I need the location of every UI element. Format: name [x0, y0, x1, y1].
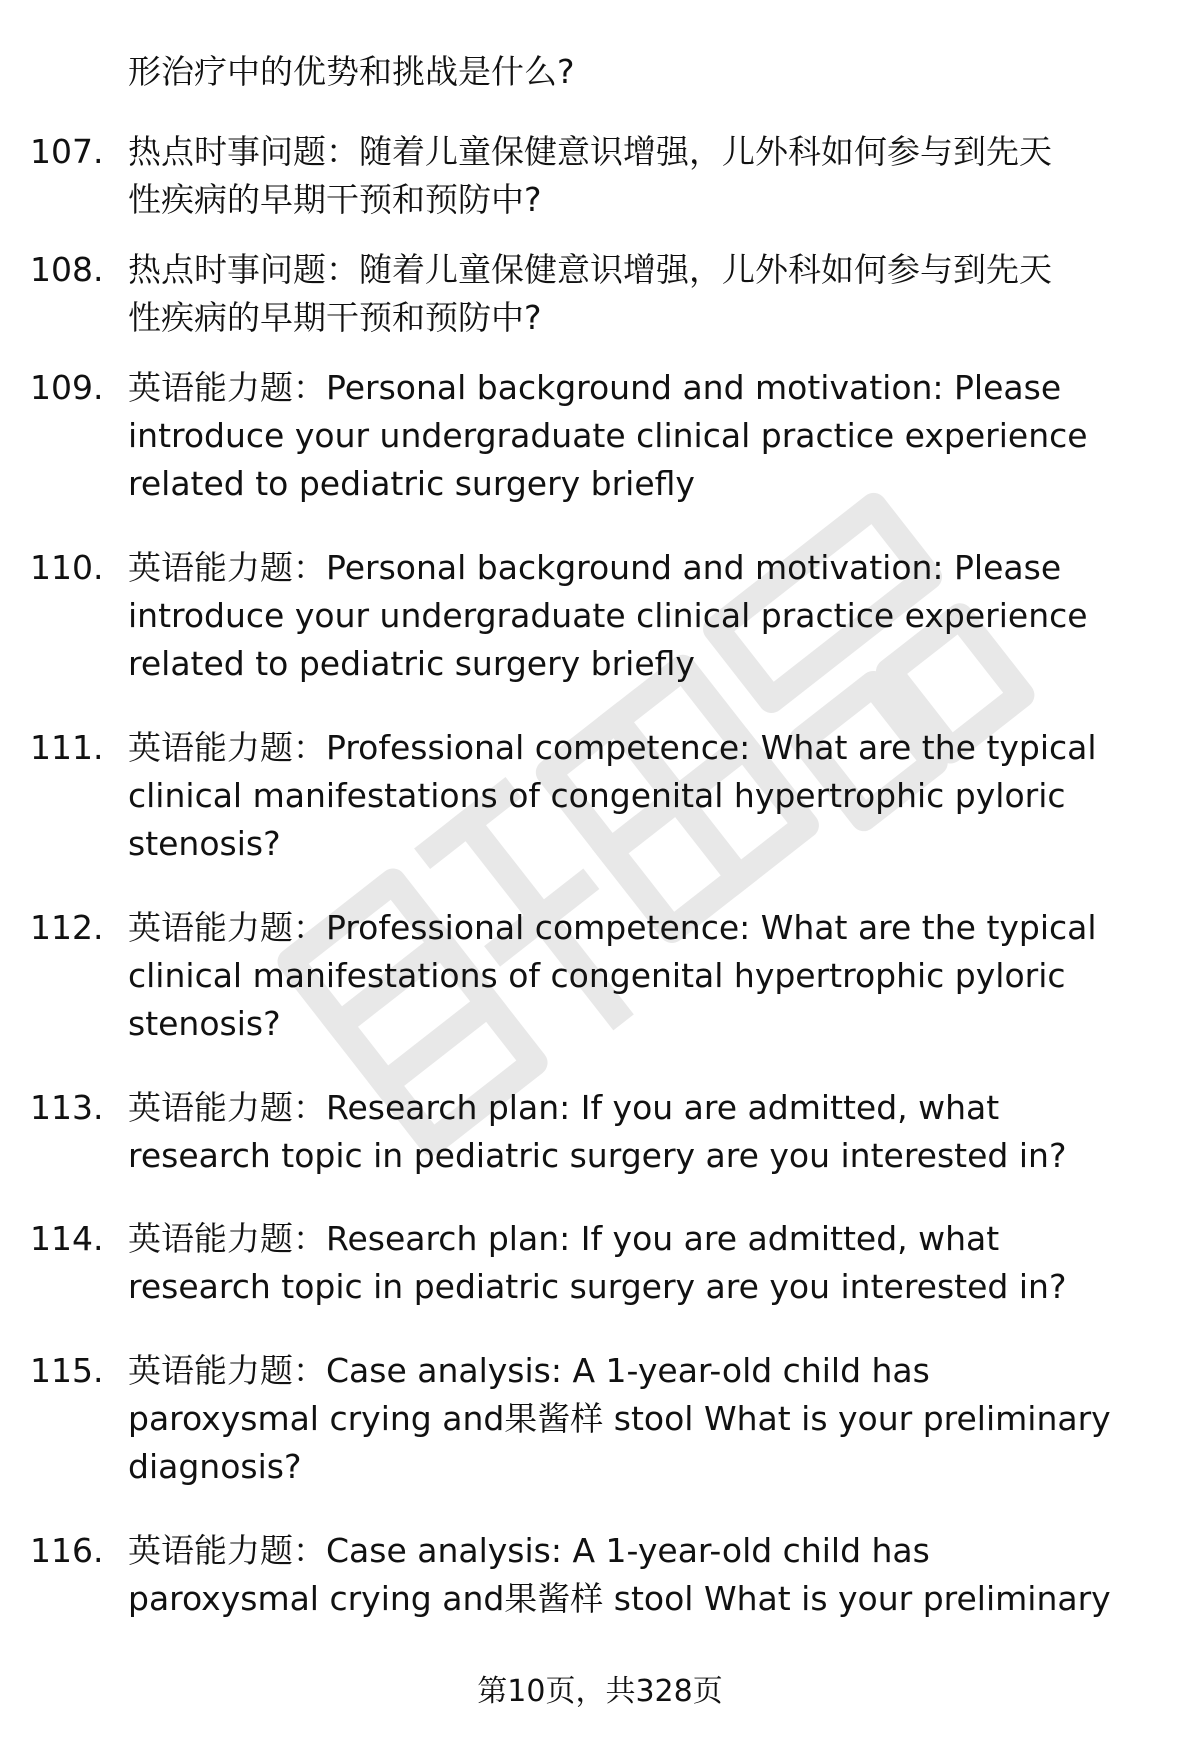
question-line: 性疾病的早期干预和预防中? [128, 298, 542, 337]
question-line: 性疾病的早期干预和预防中? [128, 180, 542, 219]
question-line: 热点时事问题：随着儿童保健意识增强，儿外科如何参与到先天 [128, 250, 1052, 289]
question-line: diagnosis? [128, 1447, 302, 1486]
question-line: clinical manifestations of congenital hypertrophic pyloric [128, 956, 1066, 995]
question-number: 112. [30, 908, 104, 947]
question-line: 形治疗中的优势和挑战是什么? [128, 52, 575, 91]
question-line: 英语能力题：Case analysis: A 1-year-old child has [128, 1351, 930, 1390]
question-number: 109. [30, 368, 104, 407]
question-line: research topic in pediatric surgery are you interested in? [128, 1136, 1067, 1175]
question-line: 英语能力题：Case analysis: A 1-year-old child has [128, 1531, 930, 1570]
question-line: 英语能力题：Professional competence: What are the typical [128, 728, 1097, 767]
question-number: 107. [30, 132, 104, 171]
question-number: 114. [30, 1219, 104, 1258]
question-line: clinical manifestations of congenital hypertrophic pyloric [128, 776, 1066, 815]
question-number: 111. [30, 728, 104, 767]
question-line: paroxysmal crying and果酱样 stool What is your preliminary [128, 1579, 1111, 1618]
question-line: related to pediatric surgery briefly [128, 464, 695, 503]
question-line: 英语能力题：Personal background and motivation: Please [128, 368, 1062, 407]
question-number: 108. [30, 250, 104, 289]
question-line: introduce your undergraduate clinical practice experience [128, 416, 1088, 455]
question-line: 英语能力题：Professional competence: What are the typical [128, 908, 1097, 947]
question-number: 113. [30, 1088, 104, 1127]
question-line: stenosis? [128, 824, 281, 863]
question-line: 热点时事问题：随着儿童保健意识增强，儿外科如何参与到先天 [128, 132, 1052, 171]
page-number-footer: 第10页，共328页 [477, 1674, 723, 1709]
question-line: 英语能力题：Personal background and motivation: Please [128, 548, 1062, 587]
question-line: related to pediatric surgery briefly [128, 644, 695, 683]
question-line: stenosis? [128, 1004, 281, 1043]
question-line: 英语能力题：Research plan: If you are admitted, what [128, 1219, 1000, 1258]
question-number: 110. [30, 548, 104, 587]
question-line: introduce your undergraduate clinical practice experience [128, 596, 1088, 635]
question-line: paroxysmal crying and果酱样 stool What is your preliminary [128, 1399, 1111, 1438]
question-number: 115. [30, 1351, 104, 1390]
question-line: 英语能力题：Research plan: If you are admitted, what [128, 1088, 1000, 1127]
question-number: 116. [30, 1531, 104, 1570]
question-line: research topic in pediatric surgery are you interested in? [128, 1267, 1067, 1306]
